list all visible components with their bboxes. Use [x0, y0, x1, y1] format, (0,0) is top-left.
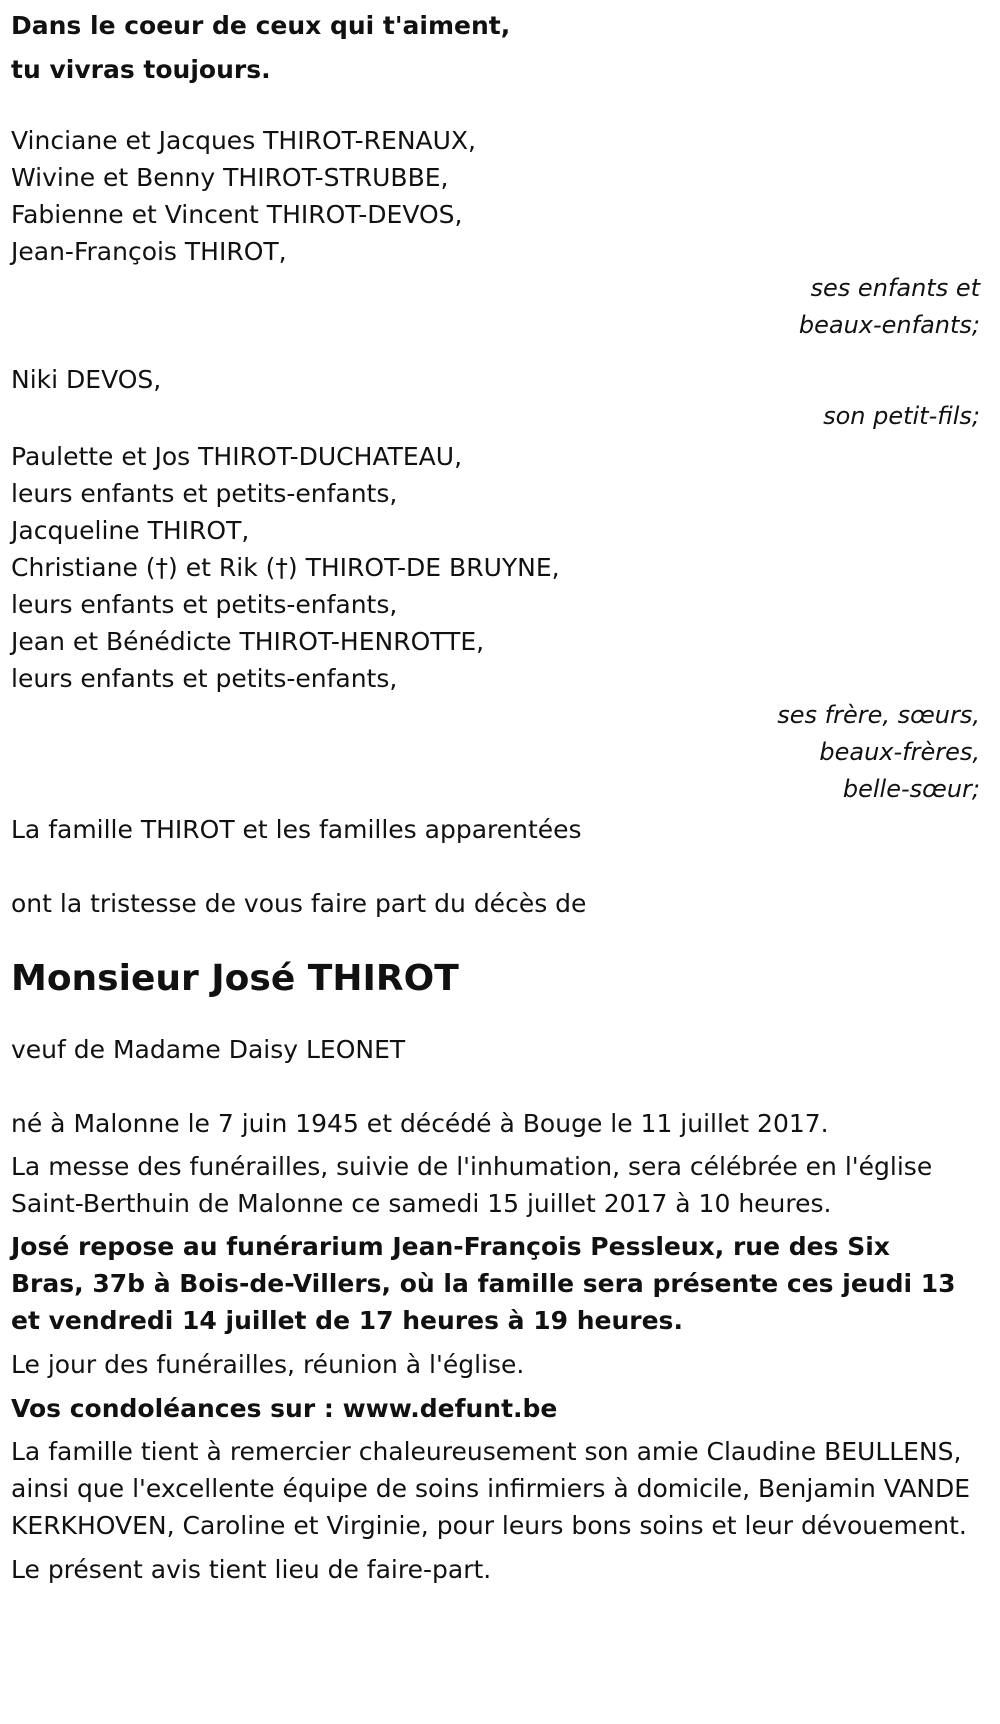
siblings-relation-3: belle-sœur; [842, 775, 980, 803]
funeral-home-info: José repose au funérarium Jean-François Pessleux, rue des Six Bras, 37b à Bois-de-Villers, où la famille sera présente ces jeudi 13 et vendredi 14 juillet de 17 heures à 19 heures. [11, 1232, 956, 1335]
mass-info: La messe des funérailles, suivie de l'inhumation, sera célébrée en l'église Saint-Berthuin de Malonne ce samedi 15 juillet 2017 à 10 heures. [11, 1152, 933, 1218]
epitaph-line-1: Dans le coeur de ceux qui t'aiment, [11, 11, 511, 40]
closing-line: Le présent avis tient lieu de faire-part. [11, 1555, 492, 1584]
list-item: leurs enfants et petits-enfants, [11, 664, 398, 693]
family-line: La famille THIROT et les familles apparentées [11, 815, 582, 844]
children-list [11, 122, 991, 270]
list-item: Jean et Bénédicte THIROT-HENROTTE, [11, 627, 485, 656]
thanks-paragraph: La famille tient à remercier chaleureusement son amie Claudine BEULLENS, ainsi que l'excellente équipe de soins infirmiers à domicile, Benjamin VANDE KERKHOVEN, Caroline et Virginie, pour leurs bons soins et leur dévouement. [11, 1437, 971, 1540]
list-item: leurs enfants et petits-enfants, [11, 590, 398, 619]
condolences-info: Vos condoléances sur : www.defunt.be [11, 1394, 558, 1423]
list-item: Christiane (†) et Rik (†) THIROT-DE BRUYNE, [11, 553, 560, 582]
list-item: Jean-François THIROT, [11, 237, 287, 266]
list-item: Paulette et Jos THIROT-DUCHATEAU, [11, 442, 463, 471]
list-item: Fabienne et Vincent THIROT-DEVOS, [11, 200, 463, 229]
children-relation-2: beaux-enfants; [798, 311, 980, 339]
list-item: leurs enfants et petits-enfants, [11, 479, 398, 508]
epitaph-line-2: tu vivras toujours. [11, 55, 271, 84]
obituary-notice [11, 0, 991, 1590]
list-item: Vinciane et Jacques THIROT-RENAUX, [11, 126, 476, 155]
meeting-info: Le jour des funérailles, réunion à l'église. [11, 1350, 525, 1379]
deceased-name: Monsieur José THIROT [11, 958, 459, 999]
siblings-relation-1: ses frère, sœurs, [777, 701, 980, 729]
announcement: ont la tristesse de vous faire part du décès de [11, 889, 587, 918]
widower-of: veuf de Madame Daisy LEONET [11, 1035, 406, 1064]
grandchild-relation: son petit-fils; [823, 402, 980, 430]
birth-death: né à Malonne le 7 juin 1945 et décédé à Bouge le 11 juillet 2017. [11, 1109, 829, 1138]
list-item: Jacqueline THIROT, [11, 516, 250, 545]
list-item: Wivine et Benny THIROT-STRUBBE, [11, 163, 449, 192]
grandchild-name: Niki DEVOS, [11, 365, 162, 394]
children-relation-1: ses enfants et [810, 274, 980, 302]
siblings-list [11, 438, 991, 697]
siblings-relation-2: beaux-frères, [819, 738, 980, 766]
